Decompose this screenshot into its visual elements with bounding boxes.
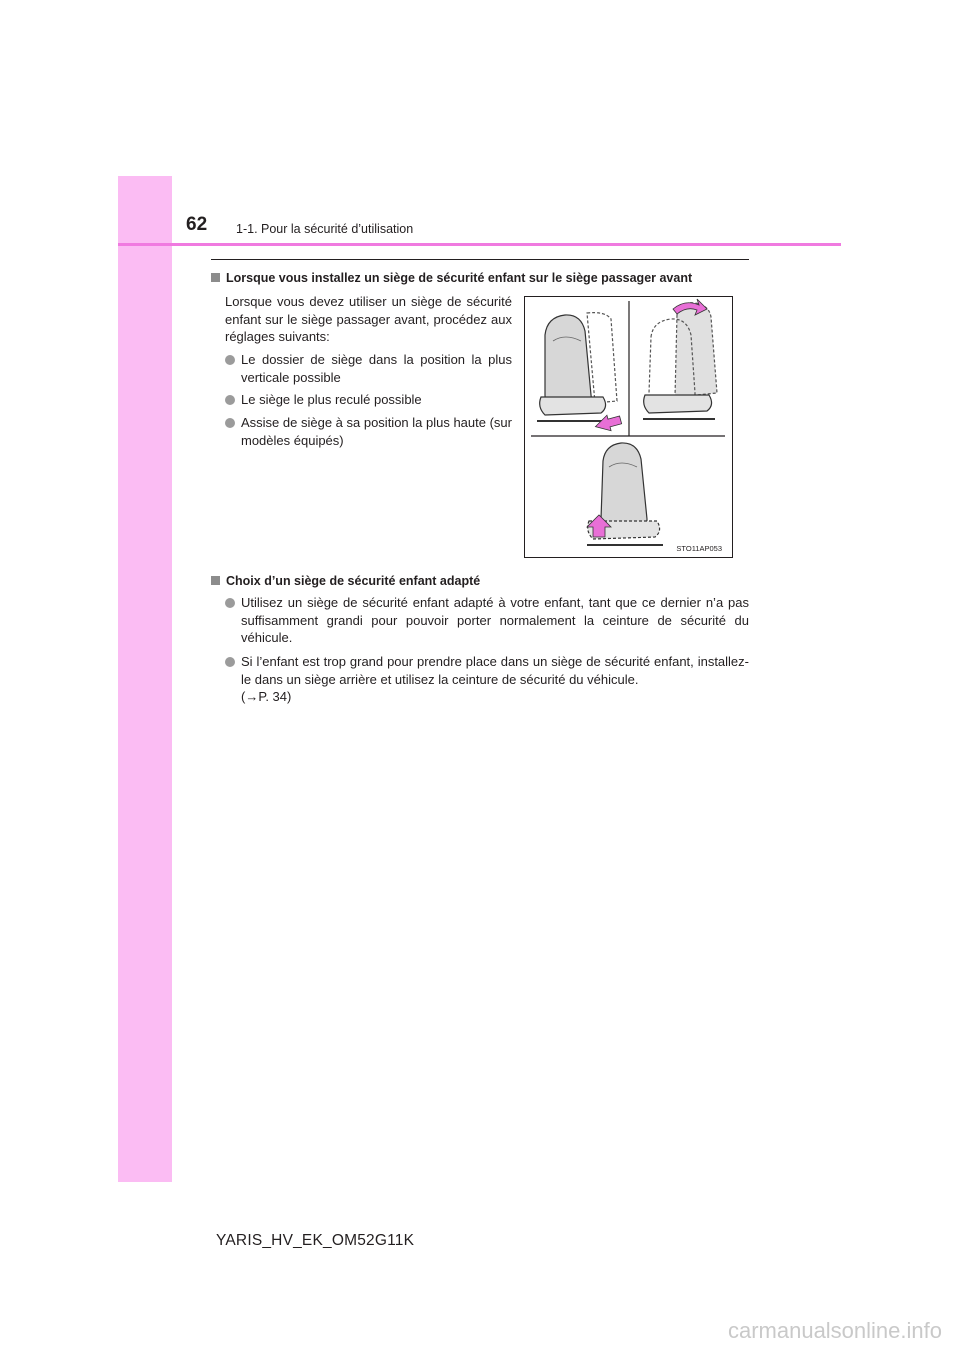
backrest-upright-icon [643, 299, 717, 419]
square-bullet-icon [211, 576, 220, 585]
intro-paragraph: Lorsque vous devez utiliser un siège de sécurité enfant sur le siège passager avant, procédez aux réglages suivants: [225, 294, 512, 344]
seat-height-icon [587, 443, 663, 545]
content-rule [211, 259, 749, 260]
seat-illustration [525, 297, 732, 557]
bullet-dot-icon [225, 395, 235, 405]
seat-slide-icon [537, 313, 623, 435]
section-title: 1-1. Pour la sécurité d’utilisation [236, 222, 414, 236]
header-rule [118, 243, 841, 246]
heading-choice [211, 574, 480, 588]
page-number: 62 [186, 214, 208, 235]
bullet-dot-icon [225, 418, 235, 428]
heading-text: Choix d’un siège de sécurité enfant adapté [226, 574, 481, 588]
list-item: Si l’enfant est trop grand pour prendre place dans un siège de sécurité enfant, installez-le dans un siège arrière et utilisez la ceinture de sécurité du véhicule. [225, 653, 749, 688]
page-reference-link[interactable]: (→P. 34) [241, 689, 292, 704]
seat-adjustment-figure [524, 296, 733, 558]
watermark: carmanualsonline.info [727, 1318, 942, 1343]
list-item: Assise de siège à sa position la plus haute (sur modèles équipés) [225, 414, 512, 449]
heading-front-seat [211, 271, 692, 285]
footer-code: YARIS_HV_EK_OM52G11K [216, 1232, 415, 1249]
bullet-dot-icon [225, 355, 235, 365]
heading-text: Lorsque vous installez un siège de sécurité enfant sur le siège passager avant [226, 271, 693, 285]
bullet-dot-icon [225, 657, 235, 667]
list-item: Utilisez un siège de sécurité enfant adapté à votre enfant, tant que ce dernier n’a pas suffisamment grandi pour pouvoir porter normalement la ceinture de sécurité du véhicule. [225, 594, 749, 647]
list-item: Le siège le plus reculé possible [225, 391, 512, 409]
list-item: Le dossier de siège dans la position la plus verticale possible [225, 351, 512, 386]
square-bullet-icon [211, 273, 220, 282]
side-band [118, 176, 172, 1182]
bullet-dot-icon [225, 598, 235, 608]
figure-code: STO11AP053 [676, 544, 722, 553]
